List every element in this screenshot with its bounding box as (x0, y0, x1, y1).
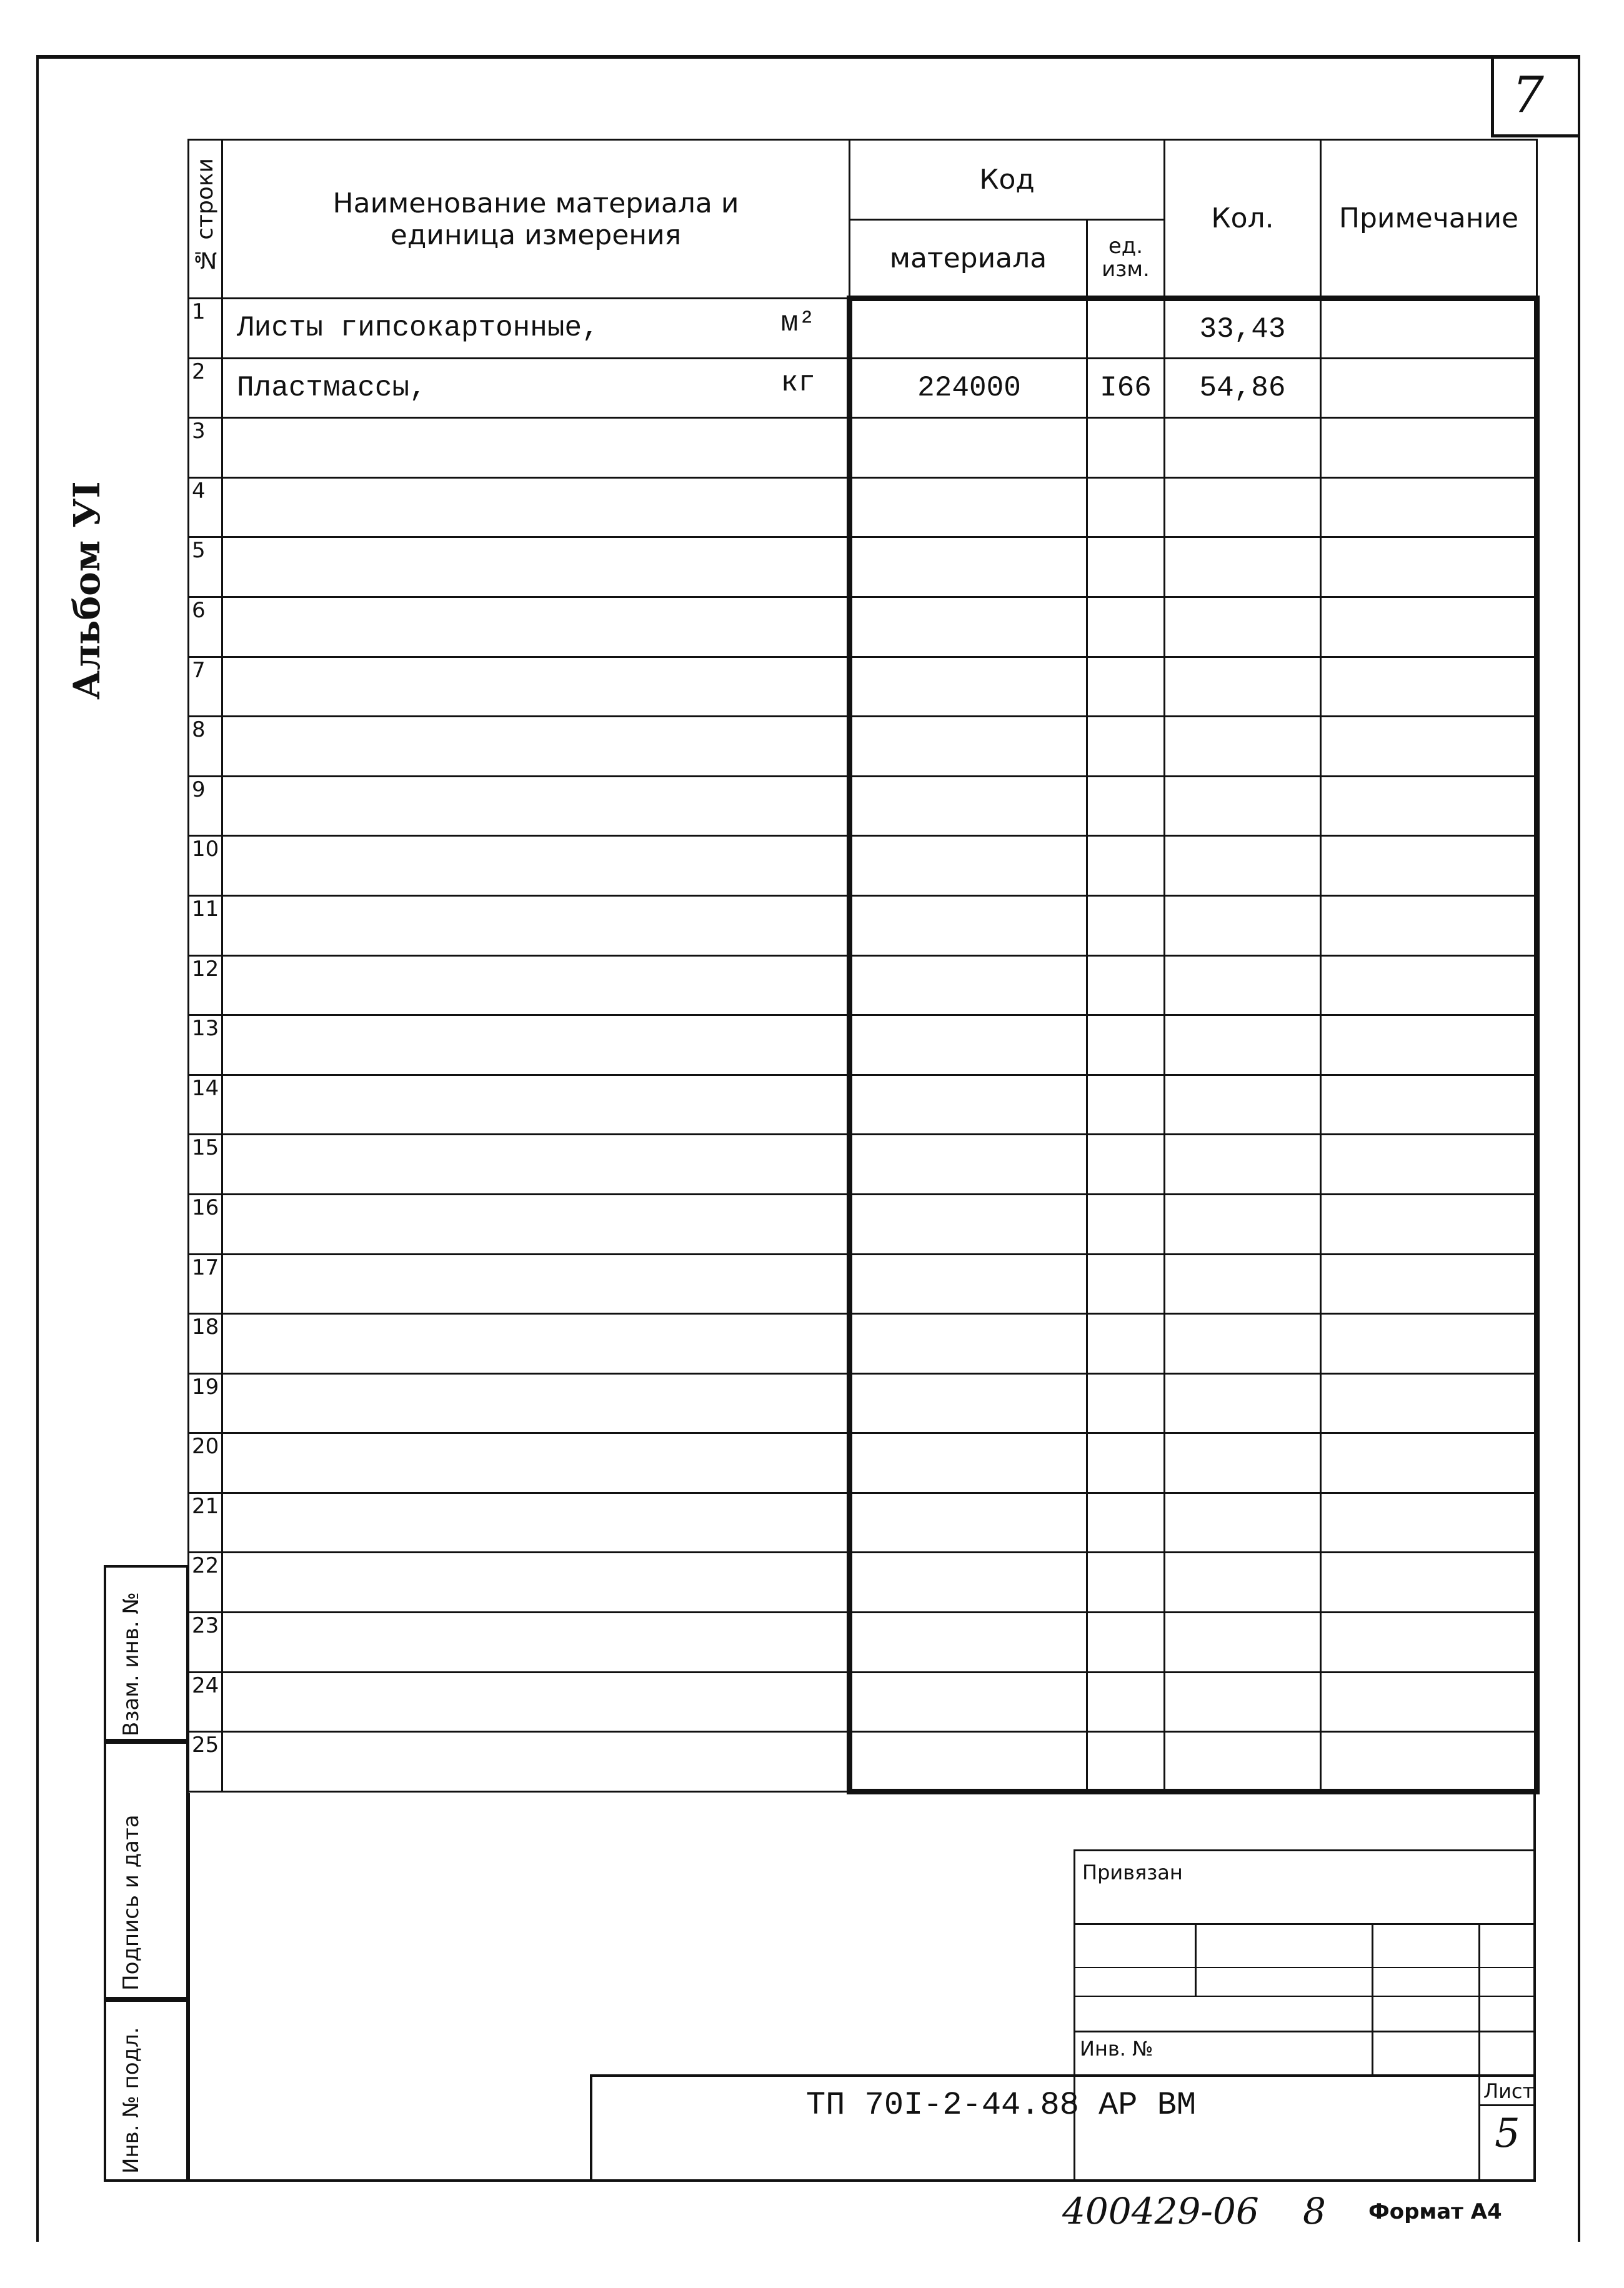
quantity-cell (1165, 1194, 1321, 1254)
unit-code-cell (1087, 1433, 1165, 1493)
material-name-cell (222, 1732, 850, 1792)
header-unit: ед. изм. (1087, 220, 1165, 299)
unit-code-cell (1087, 717, 1165, 777)
unit-code-cell (1087, 477, 1165, 537)
header-qty: Кол. (1165, 140, 1321, 299)
side-label-podpis: Подпись и дата (119, 1814, 144, 1991)
note-cell (1321, 1194, 1537, 1254)
material-code-cell (850, 597, 1087, 657)
quantity-cell (1165, 776, 1321, 836)
material-name-cell (222, 717, 850, 777)
material-code-cell (850, 1015, 1087, 1075)
row-number-cell: 24 (189, 1672, 222, 1732)
note-cell (1321, 597, 1537, 657)
unit-code-cell (1087, 418, 1165, 478)
material-code-cell (850, 955, 1087, 1015)
side-box-podpis (104, 1741, 189, 1999)
quantity-cell (1165, 418, 1321, 478)
quantity-cell (1165, 597, 1321, 657)
frame-right-border (1578, 55, 1580, 2242)
stamp-privyazan: Привязан (1082, 1861, 1183, 1884)
quantity-cell (1165, 537, 1321, 597)
row-number-cell: 20 (189, 1433, 222, 1493)
note-cell (1321, 717, 1537, 777)
quantity-cell: 54,86 (1165, 358, 1321, 418)
material-code-cell (850, 657, 1087, 717)
table-row (189, 776, 1537, 836)
side-box-vzam (104, 1565, 189, 1741)
material-name-cell (222, 1135, 850, 1195)
quantity-cell (1165, 657, 1321, 717)
header-code: Код (850, 140, 1165, 220)
corner-sheet-number: 7 (1512, 66, 1544, 124)
quantity-cell (1165, 955, 1321, 1015)
header-note: Примечание (1321, 140, 1537, 299)
table-row (189, 1015, 1537, 1075)
note-cell (1321, 955, 1537, 1015)
header-row-number: № строки (189, 140, 222, 299)
copy-number: 8 (1303, 2190, 1326, 2232)
material-name-cell (222, 1493, 850, 1553)
note-cell (1321, 1373, 1537, 1433)
frame-top-border (36, 55, 1580, 59)
unit-code-cell (1087, 1314, 1165, 1374)
material-name-cell (222, 1672, 850, 1732)
row-number-cell: 7 (189, 657, 222, 717)
note-cell (1321, 1015, 1537, 1075)
note-cell (1321, 477, 1537, 537)
material-code-cell (850, 537, 1087, 597)
table-row (189, 418, 1537, 478)
material-name-text: Листы гипсокартонные, (237, 312, 599, 345)
material-name-cell (222, 418, 850, 478)
row-number-cell: 8 (189, 717, 222, 777)
quantity-cell (1165, 1314, 1321, 1374)
quantity-cell (1165, 1254, 1321, 1314)
note-cell (1321, 1433, 1537, 1493)
row-number-cell: 25 (189, 1732, 222, 1792)
note-cell (1321, 1553, 1537, 1613)
row-number-cell: 12 (189, 955, 222, 1015)
material-name-cell (222, 1613, 850, 1673)
unit-code-cell (1087, 1015, 1165, 1075)
row-number-cell: 6 (189, 597, 222, 657)
table-row (189, 717, 1537, 777)
material-code-cell (850, 1613, 1087, 1673)
material-code-cell (850, 717, 1087, 777)
material-code-cell (850, 299, 1087, 359)
note-cell (1321, 1314, 1537, 1374)
sheet-number: 5 (1495, 2111, 1520, 2157)
quantity-cell (1165, 1075, 1321, 1135)
quantity-cell (1165, 895, 1321, 955)
material-code-cell (850, 418, 1087, 478)
material-name-cell (222, 537, 850, 597)
table-row (189, 1254, 1537, 1314)
material-name-cell (222, 836, 850, 896)
material-code-cell (850, 1135, 1087, 1195)
material-unit: кг (780, 366, 815, 399)
unit-code-cell (1087, 776, 1165, 836)
note-cell (1321, 776, 1537, 836)
table-row (189, 657, 1537, 717)
unit-code-cell (1087, 657, 1165, 717)
quantity-cell (1165, 836, 1321, 896)
stamp-vline-1 (1195, 1923, 1197, 1996)
row-number-cell: 14 (189, 1075, 222, 1135)
note-cell (1321, 537, 1537, 597)
table-row (189, 537, 1537, 597)
row-number-cell: 1 (189, 299, 222, 359)
quantity-cell (1165, 1732, 1321, 1792)
unit-code-cell (1087, 1254, 1165, 1314)
materials-table (187, 139, 1540, 1794)
note-cell (1321, 836, 1537, 896)
table-row (189, 1493, 1537, 1553)
material-name-cell (222, 955, 850, 1015)
material-code-cell (850, 477, 1087, 537)
quantity-cell (1165, 1135, 1321, 1195)
unit-code-cell (1087, 1194, 1165, 1254)
stamp-line-1 (1074, 1923, 1536, 1925)
row-number-cell: 16 (189, 1194, 222, 1254)
unit-code-cell (1087, 955, 1165, 1015)
note-cell (1321, 418, 1537, 478)
table-row (189, 358, 1537, 418)
paper-format: Формат А4 (1368, 2199, 1502, 2224)
row-number-cell: 15 (189, 1135, 222, 1195)
table-row (189, 1732, 1537, 1792)
quantity-cell (1165, 477, 1321, 537)
row-number-cell: 23 (189, 1613, 222, 1673)
materials-table-body (189, 299, 1537, 1792)
quantity-cell (1165, 1373, 1321, 1433)
quantity-cell (1165, 1553, 1321, 1613)
stamp-vline-2 (1372, 1923, 1373, 2076)
quantity-cell: 33,43 (1165, 299, 1321, 359)
row-number-cell: 13 (189, 1015, 222, 1075)
note-cell (1321, 657, 1537, 717)
quantity-cell (1165, 1493, 1321, 1553)
sheet-label: Лист (1483, 2079, 1535, 2103)
unit-code-cell (1087, 299, 1165, 359)
table-row (189, 955, 1537, 1015)
material-name-cell (222, 1015, 850, 1075)
material-name-cell (222, 657, 850, 717)
document-code: ТП 70I-2-44.88 АР ВМ (806, 2087, 1197, 2124)
unit-code-cell (1087, 537, 1165, 597)
material-code-cell: 224000 (850, 358, 1087, 418)
row-number-cell: 17 (189, 1254, 222, 1314)
note-cell (1321, 1613, 1537, 1673)
material-code-cell (850, 895, 1087, 955)
material-name-cell (222, 895, 850, 955)
material-code-cell (850, 1672, 1087, 1732)
unit-code-cell (1087, 1493, 1165, 1553)
stamp-line-4 (1074, 2031, 1536, 2032)
row-number-cell: 19 (189, 1373, 222, 1433)
material-code-cell (850, 1194, 1087, 1254)
header-name: Наименование материала и единица измерения (222, 140, 850, 299)
row-number-cell: 21 (189, 1493, 222, 1553)
table-row (189, 836, 1537, 896)
table-row (189, 1613, 1537, 1673)
archive-code: 400429-06 (1062, 2190, 1259, 2232)
stamp-line-3 (1074, 1996, 1536, 1997)
unit-code-cell (1087, 1553, 1165, 1613)
unit-code-cell (1087, 597, 1165, 657)
material-name-cell (222, 1433, 850, 1493)
material-name-cell (222, 477, 850, 537)
table-row (189, 1135, 1537, 1195)
stamp-line-2 (1074, 1967, 1536, 1968)
material-name-cell (222, 1373, 850, 1433)
note-cell (1321, 1493, 1537, 1553)
row-number-cell: 11 (189, 895, 222, 955)
unit-code-cell: I66 (1087, 358, 1165, 418)
note-cell (1321, 358, 1537, 418)
note-cell (1321, 1254, 1537, 1314)
table-row (189, 1553, 1537, 1613)
table-row (189, 1672, 1537, 1732)
side-label-inv: Инв. № подл. (119, 2027, 144, 2174)
unit-code-cell (1087, 1732, 1165, 1792)
table-row (189, 1373, 1537, 1433)
quantity-cell (1165, 1433, 1321, 1493)
material-code-cell (850, 1433, 1087, 1493)
material-code-cell (850, 1075, 1087, 1135)
material-code-cell (850, 1314, 1087, 1374)
material-name-cell (222, 1075, 850, 1135)
unit-code-cell (1087, 1075, 1165, 1135)
unit-code-cell (1087, 1613, 1165, 1673)
material-name-text: Пластмассы, (237, 371, 427, 404)
material-name-cell (222, 1194, 850, 1254)
row-number-cell: 10 (189, 836, 222, 896)
row-number-cell: 2 (189, 358, 222, 418)
material-unit: м² (780, 307, 815, 339)
material-name-cell (222, 358, 850, 418)
table-row (189, 299, 1537, 359)
table-row (189, 1314, 1537, 1374)
row-number-cell: 3 (189, 418, 222, 478)
material-code-cell (850, 1373, 1087, 1433)
material-code-cell (850, 776, 1087, 836)
row-number-cell: 5 (189, 537, 222, 597)
table-row (189, 1075, 1537, 1135)
quantity-cell (1165, 1672, 1321, 1732)
table-row (189, 1194, 1537, 1254)
side-label-vzam: Взам. инв. № (119, 1592, 144, 1736)
album-label: Альбом УI (66, 481, 108, 700)
note-cell (1321, 1672, 1537, 1732)
note-cell (1321, 1075, 1537, 1135)
unit-code-cell (1087, 1135, 1165, 1195)
quantity-cell (1165, 1613, 1321, 1673)
material-name-cell (222, 299, 850, 359)
material-name-cell (222, 1254, 850, 1314)
row-number-cell: 18 (189, 1314, 222, 1374)
table-row (189, 477, 1537, 537)
sheet-divider (1478, 2104, 1536, 2106)
quantity-cell (1165, 1015, 1321, 1075)
note-cell (1321, 299, 1537, 359)
row-number-cell: 4 (189, 477, 222, 537)
header-material: материала (850, 220, 1087, 299)
material-name-cell (222, 1553, 850, 1613)
stamp-inv-no: Инв. № (1080, 2037, 1153, 2061)
row-number-cell: 22 (189, 1553, 222, 1613)
material-name-cell (222, 1314, 850, 1374)
material-code-cell (850, 1732, 1087, 1792)
note-cell (1321, 1732, 1537, 1792)
material-code-cell (850, 1254, 1087, 1314)
note-cell (1321, 895, 1537, 955)
unit-code-cell (1087, 1373, 1165, 1433)
quantity-cell (1165, 717, 1321, 777)
table-row (189, 895, 1537, 955)
side-box-inv (104, 1999, 189, 2182)
unit-code-cell (1087, 836, 1165, 896)
material-code-cell (850, 836, 1087, 896)
frame-left-border (36, 55, 39, 2242)
material-name-cell (222, 776, 850, 836)
row-number-cell: 9 (189, 776, 222, 836)
unit-code-cell (1087, 1672, 1165, 1732)
note-cell (1321, 1135, 1537, 1195)
material-code-cell (850, 1493, 1087, 1553)
material-code-cell (850, 1553, 1087, 1613)
unit-code-cell (1087, 895, 1165, 955)
table-row (189, 1433, 1537, 1493)
material-name-cell (222, 597, 850, 657)
table-row (189, 597, 1537, 657)
